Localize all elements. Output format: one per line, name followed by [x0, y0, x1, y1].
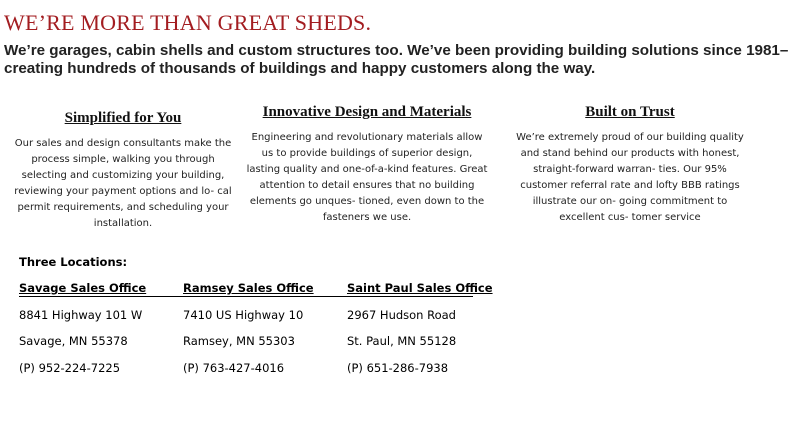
- office-divider: [19, 296, 473, 297]
- headline: WE’RE MORE THAN GREAT SHEDS.: [4, 10, 372, 35]
- office-phone: (P) 763-427-4016: [183, 361, 285, 375]
- locations-heading: Three Locations:: [19, 255, 128, 269]
- intro-text: We’re garages, cabin shells and custom structures too. We’ve been providing building solutions since 1981–creating hundreds of thousands of buildings and happy customers along the way.: [4, 42, 789, 77]
- office-address: 2967 Hudson Road: [347, 308, 456, 322]
- feature-simplified: [14, 110, 232, 232]
- feature-text: We’re extremely proud of our building quality and stand behind our products with honest, straight-forward warran- ties. Our 95% customer referral rate and lofty BBB ratings illustrate our on- going commitment to excellent cus- tomer service: [516, 132, 744, 223]
- feature-title: Innovative Design and Materials: [262, 104, 472, 120]
- office-city: Savage, MN 55378: [19, 334, 128, 348]
- office-address: 8841 Highway 101 W: [19, 308, 143, 322]
- office-savage: [19, 281, 147, 375]
- office-city: St. Paul, MN 55128: [347, 334, 457, 348]
- office-city: Ramsey, MN 55303: [183, 334, 295, 348]
- feature-text: Engineering and revolutionary materials allow us to provide buildings of superior design, lasting quality and one-of-a-kind features. Great attention to detail ensures that no building elements go unques- tioned, even down to the fasteners we use.: [246, 132, 488, 223]
- feature-title: Simplified for You: [64, 110, 182, 126]
- office-name: Saint Paul Sales Office: [347, 281, 493, 295]
- feature-title: Built on Trust: [585, 104, 675, 120]
- office-address: 7410 US Highway 10: [183, 308, 304, 322]
- office-phone: (P) 651-286-7938: [347, 361, 449, 375]
- office-name: Savage Sales Office: [19, 281, 147, 295]
- office-phone: (P) 952-224-7225: [19, 361, 121, 375]
- feature-innovative: [246, 104, 488, 226]
- office-name: Ramsey Sales Office: [183, 281, 314, 295]
- feature-trust: [510, 104, 750, 226]
- office-ramsey: [183, 281, 314, 375]
- feature-text: Our sales and design consultants make the process simple, walking you through selecting and customizing your building, reviewing your payment options and lo- cal permit requirements, and scheduling your installation.: [14, 138, 232, 229]
- office-saint-paul: [347, 281, 493, 375]
